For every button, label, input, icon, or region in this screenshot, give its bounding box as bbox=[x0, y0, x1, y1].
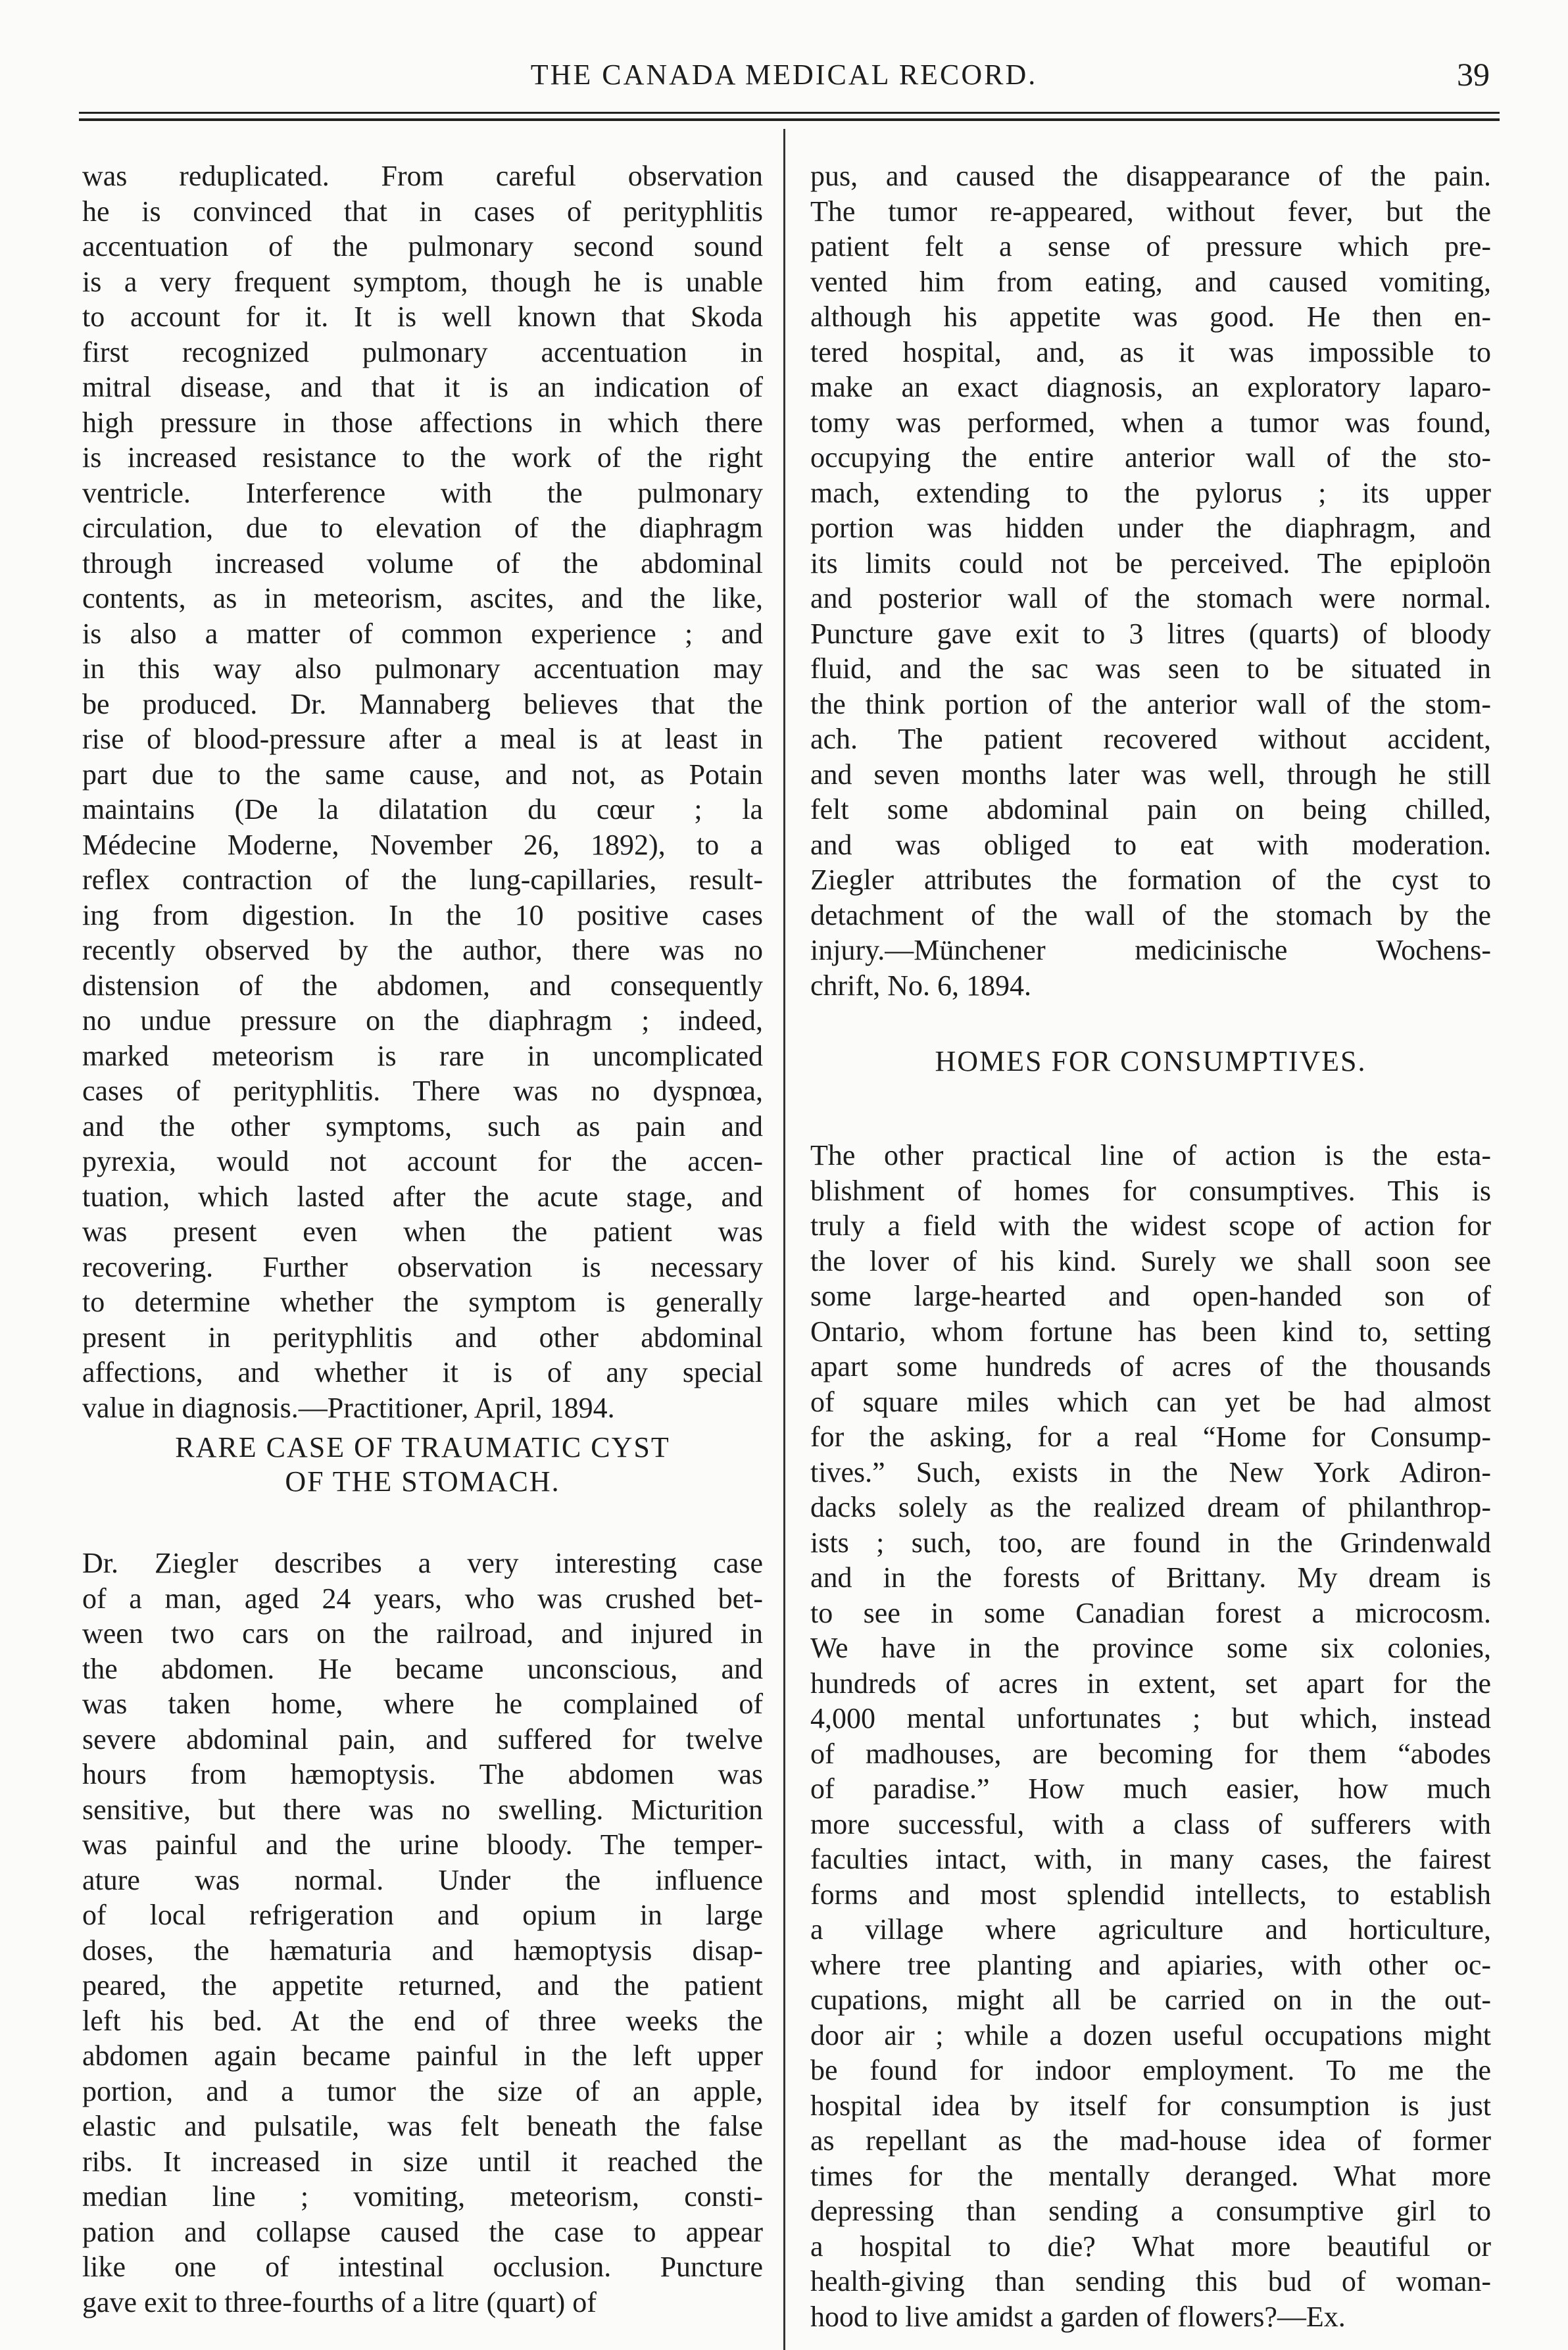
article-heading-homes bbox=[810, 1044, 1491, 1079]
text-line: hood to live amidst a garden of flowers?—Ex. bbox=[810, 2300, 1346, 2333]
article-heading-rare-case bbox=[82, 1431, 763, 1499]
text-line: Médecine Moderne, November 26, 1892), to a bbox=[82, 828, 763, 861]
text-line: sensitive, but there was no swelling. Micturition bbox=[82, 1793, 763, 1826]
text-line: is also a matter of common experience ; and bbox=[82, 617, 763, 650]
text-line: the lover of his kind. Surely we shall soon see bbox=[810, 1244, 1491, 1277]
text-line: vented him from eating, and caused vomiting, bbox=[810, 265, 1491, 298]
text-line: ature was normal. Under the influence bbox=[82, 1863, 763, 1896]
text-line: pyrexia, would not account for the accen- bbox=[82, 1145, 763, 1177]
text-line: circulation, due to elevation of the diaphragm bbox=[82, 512, 763, 544]
text-line: ing from digestion. In the 10 positive cases bbox=[82, 898, 763, 931]
text-line: left his bed. At the end of three weeks the bbox=[82, 2004, 763, 2037]
text-line: as repellant as the mad-house idea of former bbox=[810, 2124, 1491, 2157]
text-line: contents, as in meteorism, ascites, and the like, bbox=[82, 582, 763, 614]
text-line: and in the forests of Brittany. My dream is bbox=[810, 1561, 1491, 1594]
text-line: tives.” Such, exists in the New York Adiron- bbox=[810, 1456, 1491, 1488]
text-line: like one of intestinal occlusion. Puncture bbox=[82, 2251, 763, 2283]
text-line: marked meteorism is rare in uncomplicated bbox=[82, 1039, 763, 1072]
text-line: We have in the province some six colonies, bbox=[810, 1632, 1491, 1664]
text-line: of paradise.” How much easier, how much bbox=[810, 1773, 1491, 1805]
text-line: portion was hidden under the diaphragm, and bbox=[810, 512, 1491, 544]
heading-line: OF THE STOMACH. bbox=[285, 1465, 560, 1498]
text-line: mitral disease, and that it is an indication of bbox=[82, 371, 763, 403]
text-line: and was obliged to eat with moderation. bbox=[810, 828, 1491, 861]
text-line: Ontario, whom fortune has been kind to, setting bbox=[810, 1315, 1491, 1348]
text-line: The other practical line of action is the esta- bbox=[810, 1139, 1491, 1171]
text-line: of a man, aged 24 years, who was crushed bet- bbox=[82, 1582, 763, 1615]
text-line: mach, extending to the pylorus ; its upper bbox=[810, 476, 1491, 509]
left-paragraph-ziegler bbox=[82, 1546, 763, 2320]
text-line: and posterior wall of the stomach were normal. bbox=[810, 582, 1491, 614]
text-line: to see in some Canadian forest a microcosm. bbox=[810, 1596, 1491, 1629]
text-line: 4,000 mental unfortunates ; but which, instead bbox=[810, 1702, 1491, 1734]
text-line: through increased volume of the abdominal bbox=[82, 547, 763, 579]
text-line: faculties intact, with, in many cases, the fairest bbox=[810, 1843, 1491, 1875]
text-line: health-giving than sending this bud of woman- bbox=[810, 2265, 1491, 2297]
text-line: was painful and the urine bloody. The temper- bbox=[82, 1828, 763, 1861]
text-line: first recognized pulmonary accentuation in bbox=[82, 335, 763, 368]
right-paragraph-homes bbox=[810, 1138, 1491, 2334]
text-line: doses, the hæmaturia and hæmoptysis disap- bbox=[82, 1934, 763, 1967]
column-divider bbox=[783, 129, 785, 2350]
text-line: no undue pressure on the diaphragm ; indeed, bbox=[82, 1004, 763, 1037]
text-line: distension of the abdomen, and consequently bbox=[82, 969, 763, 1002]
text-line: abdomen again became painful in the left upper bbox=[82, 2040, 763, 2072]
text-line: a hospital to die? What more beautiful or bbox=[810, 2230, 1491, 2263]
text-line: peared, the appetite returned, and the patient bbox=[82, 1969, 763, 2001]
text-line: patient felt a sense of pressure which pre- bbox=[810, 230, 1491, 262]
page-number: 39 bbox=[1457, 56, 1490, 93]
text-line: injury.—Münchener medicinische Wochens- bbox=[810, 934, 1491, 966]
text-line: affections, and whether it is of any special bbox=[82, 1356, 763, 1388]
text-line: portion, and a tumor the size of an apple, bbox=[82, 2074, 763, 2107]
text-line: a village where agriculture and horticulture, bbox=[810, 1913, 1491, 1946]
text-line: recovering. Further observation is necessary bbox=[82, 1250, 763, 1283]
text-line: cupations, might all be carried on in the out- bbox=[810, 1984, 1491, 2016]
text-line: although his appetite was good. He then en- bbox=[810, 301, 1491, 333]
text-line: hospital idea by itself for consumption is just bbox=[810, 2089, 1491, 2122]
text-line: Dr. Ziegler describes a very interesting case bbox=[82, 1547, 763, 1579]
text-line: rise of blood-pressure after a meal is at least in bbox=[82, 723, 763, 755]
right-paragraph-continued bbox=[810, 159, 1491, 1003]
text-line: of local refrigeration and opium in large bbox=[82, 1899, 763, 1931]
text-line: is a very frequent symptom, though he is unable bbox=[82, 265, 763, 298]
text-line: was taken home, where he complained of bbox=[82, 1688, 763, 1720]
text-line: pus, and caused the disappearance of the pain. bbox=[810, 160, 1491, 192]
text-line: of madhouses, are becoming for them “abodes bbox=[810, 1737, 1491, 1770]
text-line: depressing than sending a consumptive girl to bbox=[810, 2195, 1491, 2227]
text-line: Puncture gave exit to 3 litres (quarts) of bloody bbox=[810, 617, 1491, 650]
text-line: high pressure in those affections in which there bbox=[82, 406, 763, 439]
text-line: door air ; while a dozen useful occupations might bbox=[810, 2019, 1491, 2051]
text-line: was present even when the patient was bbox=[82, 1215, 763, 1248]
text-line: present in perityphlitis and other abdominal bbox=[82, 1321, 763, 1354]
text-line: ach. The patient recovered without accident, bbox=[810, 723, 1491, 755]
header-rule-bottom bbox=[79, 118, 1500, 121]
text-line: to account for it. It is well known that Skoda bbox=[82, 301, 763, 333]
text-line: tered hospital, and, as it was impossible to bbox=[810, 335, 1491, 368]
text-line: accentuation of the pulmonary second sound bbox=[82, 230, 763, 262]
text-line: of square miles which can yet be had almost bbox=[810, 1385, 1491, 1418]
text-line: more successful, with a class of sufferers with bbox=[810, 1807, 1491, 1840]
text-line: felt some abdominal pain on being chilled, bbox=[810, 793, 1491, 825]
text-line: fluid, and the sac was seen to be situated in bbox=[810, 652, 1491, 685]
text-line: blishment of homes for consumptives. This is bbox=[810, 1174, 1491, 1207]
text-line: value in diagnosis.—Practitioner, April, 1894. bbox=[82, 1391, 615, 1424]
text-line: was reduplicated. From careful observation bbox=[82, 160, 763, 192]
text-line: truly a field with the widest scope of action for bbox=[810, 1210, 1491, 1242]
text-line: apart some hundreds of acres of the thousands bbox=[810, 1350, 1491, 1383]
text-line: ists ; such, too, are found in the Grindenwald bbox=[810, 1526, 1491, 1559]
text-line: be produced. Dr. Mannaberg believes that the bbox=[82, 687, 763, 720]
text-line: the think portion of the anterior wall of the stom- bbox=[810, 687, 1491, 720]
text-line: tomy was performed, when a tumor was found, bbox=[810, 406, 1491, 439]
text-line: occupying the entire anterior wall of the sto- bbox=[810, 441, 1491, 474]
text-line: he is convinced that in cases of perityphlitis bbox=[82, 195, 763, 228]
text-line: hours from hæmoptysis. The abdomen was bbox=[82, 1758, 763, 1790]
text-line: ween two cars on the railroad, and injured in bbox=[82, 1617, 763, 1650]
text-line: cases of perityphlitis. There was no dyspnœa, bbox=[82, 1075, 763, 1107]
text-line: maintains (De la dilatation du cœur ; la bbox=[82, 793, 763, 825]
text-line: gave exit to three-fourths of a litre (quart) of bbox=[82, 2286, 597, 2318]
text-line: ribs. It increased in size until it reached the bbox=[82, 2145, 763, 2178]
text-line: for the asking, for a real “Home for Consump- bbox=[810, 1421, 1491, 1453]
left-paragraph-continued bbox=[82, 159, 763, 1425]
heading-line: HOMES FOR CONSUMPTIVES. bbox=[935, 1045, 1367, 1077]
text-line: times for the mentally deranged. What more bbox=[810, 2159, 1491, 2192]
text-line: tuation, which lasted after the acute stage, and bbox=[82, 1180, 763, 1213]
text-line: chrift, No. 6, 1894. bbox=[810, 969, 1032, 1002]
text-line: and seven months later was well, through he still bbox=[810, 758, 1491, 791]
header-rule-top bbox=[79, 112, 1500, 114]
text-line: reflex contraction of the lung-capillaries, result- bbox=[82, 864, 763, 896]
text-line: hundreds of acres in extent, set apart for the bbox=[810, 1667, 1491, 1700]
text-line: where tree planting and apiaries, with other oc- bbox=[810, 1948, 1491, 1981]
text-line: make an exact diagnosis, an exploratory laparo- bbox=[810, 371, 1491, 403]
text-line: and the other symptoms, such as pain and bbox=[82, 1110, 763, 1142]
text-line: detachment of the wall of the stomach by the bbox=[810, 898, 1491, 931]
heading-line: RARE CASE OF TRAUMATIC CYST bbox=[175, 1431, 670, 1463]
text-line: The tumor re-appeared, without fever, but the bbox=[810, 195, 1491, 228]
text-line: ventricle. Interference with the pulmonary bbox=[82, 476, 763, 509]
text-line: severe abdominal pain, and suffered for twelve bbox=[82, 1723, 763, 1755]
text-line: median line ; vomiting, meteorism, consti- bbox=[82, 2180, 763, 2213]
text-line: to determine whether the symptom is generally bbox=[82, 1286, 763, 1318]
text-line: its limits could not be perceived. The epiploön bbox=[810, 547, 1491, 579]
text-line: part due to the same cause, and not, as Potain bbox=[82, 758, 763, 791]
text-line: dacks solely as the realized dream of philanthrop- bbox=[810, 1491, 1491, 1523]
text-line: pation and collapse caused the case to appear bbox=[82, 2215, 763, 2248]
text-line: Ziegler attributes the formation of the cyst to bbox=[810, 864, 1491, 896]
text-line: in this way also pulmonary accentuation may bbox=[82, 652, 763, 685]
text-line: is increased resistance to the work of the right bbox=[82, 441, 763, 474]
text-line: forms and most splendid intellects, to establish bbox=[810, 1878, 1491, 1911]
text-line: elastic and pulsatile, was felt beneath the false bbox=[82, 2110, 763, 2142]
text-line: recently observed by the author, there was no bbox=[82, 934, 763, 966]
text-line: the abdomen. He became unconscious, and bbox=[82, 1652, 763, 1685]
running-header: THE CANADA MEDICAL RECORD. bbox=[530, 59, 1038, 91]
text-line: some large-hearted and open-handed son of bbox=[810, 1280, 1491, 1312]
text-line: be found for indoor employment. To me the bbox=[810, 2054, 1491, 2086]
